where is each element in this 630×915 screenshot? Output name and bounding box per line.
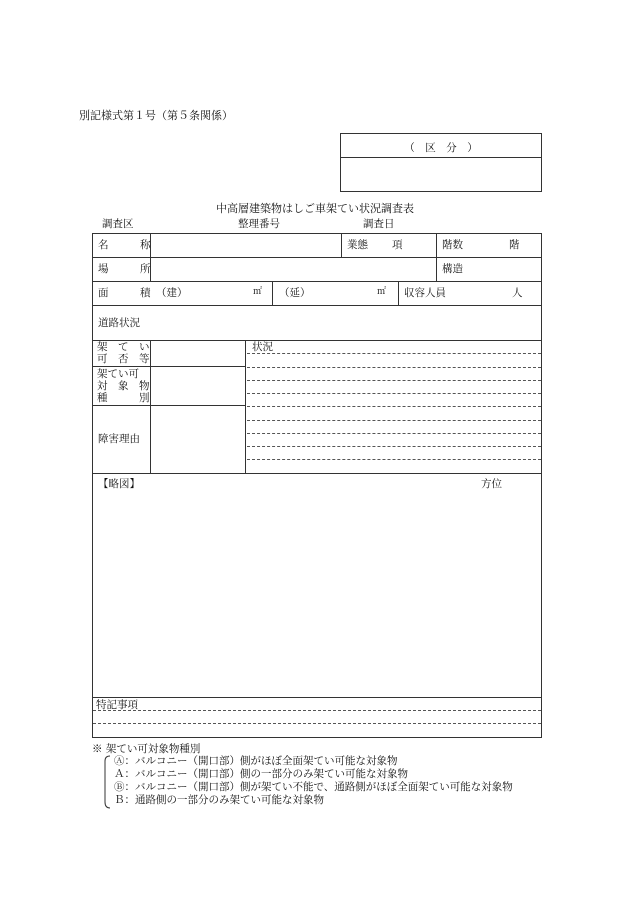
- name-label: 名 称: [98, 239, 151, 251]
- area-label: 面 積: [98, 287, 151, 299]
- target-type-line3: 種 別: [97, 392, 150, 404]
- classification-label: （ 区 分 ）: [404, 142, 478, 154]
- target-type-line1: 架てい可: [97, 368, 139, 380]
- obstacle-label: 障害理由: [98, 433, 140, 445]
- name-field[interactable]: [151, 234, 340, 256]
- building-area-unit: ㎡: [253, 287, 263, 297]
- note-item-a: Ａ：バルコニー（開口部）側の一部分のみ架てい可能な対象物: [114, 768, 408, 780]
- survey-date-label: 調査日: [363, 218, 395, 230]
- notes-heading: ※ 架てい可対象物種別: [92, 743, 201, 755]
- reference-number-label: 整理番号: [238, 218, 280, 230]
- direction-label: 方位: [481, 478, 502, 490]
- ladder-possible-line2: 可 否 等: [97, 353, 150, 365]
- location-label: 場 所: [98, 263, 151, 275]
- structure-label: 構造: [442, 263, 463, 275]
- location-field[interactable]: [151, 258, 435, 280]
- business-unit: 項: [392, 239, 403, 251]
- road-field[interactable]: [151, 306, 541, 339]
- target-type-line2: 対 象 物: [97, 380, 150, 392]
- survey-area-label: 調査区: [102, 218, 134, 230]
- floors-label: 階数: [442, 239, 463, 251]
- form-number: 別記様式第１号（第５条関係）: [79, 109, 233, 122]
- floors-unit: 階: [509, 239, 520, 251]
- floor-area-label: （延）: [279, 287, 311, 299]
- remarks-label: 特記事項: [96, 699, 138, 711]
- classification-divider: [340, 157, 542, 158]
- building-area-label: （建）: [156, 287, 188, 299]
- sketch-label: 【略図】: [98, 478, 140, 490]
- sketch-area[interactable]: [93, 494, 541, 695]
- floor-area-unit: ㎡: [377, 287, 387, 297]
- capacity-label: 収容人員: [404, 287, 446, 299]
- ladder-possible-line1: 架 て い: [97, 341, 150, 353]
- note-item-b: Ｂ：通路側の一部分のみ架てい可能な対象物: [114, 794, 324, 806]
- notes-brace: [103, 755, 111, 809]
- note-item-b-circled: Ⓑ：バルコニー（開口部）側が架てい不能で、通路側がほぼ全面架てい可能な対象物: [114, 781, 513, 793]
- note-item-a-circled: Ⓐ：バルコニー（開口部）側がほぼ全面架てい可能な対象物: [114, 755, 398, 767]
- classification-field[interactable]: [341, 162, 541, 190]
- form-title: 中高層建築物はしご車架てい状況調査表: [216, 202, 414, 215]
- status-label: 状況: [252, 341, 273, 353]
- business-label: 業態: [347, 239, 368, 251]
- road-label: 道路状況: [98, 317, 140, 329]
- capacity-unit: 人: [512, 287, 523, 299]
